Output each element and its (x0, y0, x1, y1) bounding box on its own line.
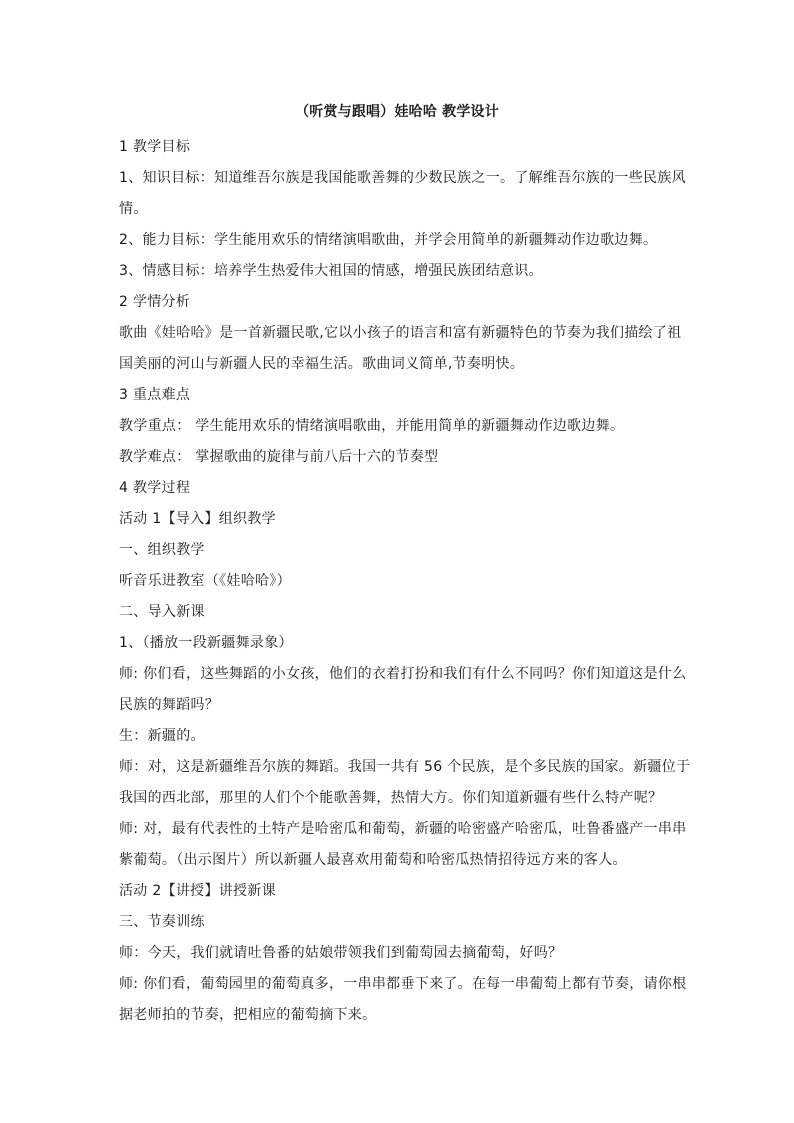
paragraph-line: 据老师拍的节奏，把相应的葡萄摘下来。 (119, 1007, 377, 1023)
paragraph-line: 一、组织教学 (119, 542, 205, 558)
activity-heading: 活动 2【讲授】讲授新课 (119, 883, 276, 899)
paragraph-line: 1、（播放一段新疆舞录象） (119, 635, 293, 651)
document-body (119, 132, 691, 1031)
section-heading-objectives: 1 教学目标 (119, 139, 191, 155)
paragraph-line: 二、导入新课 (119, 604, 205, 620)
paragraph-line: 师：对，这是新疆维吾尔族的舞蹈。我国一共有 56 个民族，是个多民族的国家。新疆位于 (119, 759, 691, 775)
paragraph-line: 3、情感目标：培养学生热爱伟大祖国的情感，增强民族团结意识。 (119, 263, 543, 279)
paragraph-line: 民族的舞蹈吗？ (119, 697, 220, 713)
section-heading-analysis: 2 学情分析 (119, 294, 191, 310)
paragraph-line: 教学难点： 掌握歌曲的旋律与前八后十六的节奏型 (119, 449, 439, 465)
section-heading-process: 4 教学过程 (119, 480, 191, 496)
paragraph-line: 师：今天，我们就请吐鲁番的姑娘带领我们到葡萄园去摘葡萄，好吗？ (119, 945, 563, 961)
paragraph-line: 师: 你们看，这些舞蹈的小女孩，他们的衣着打扮和我们有什么不同吗？你们知道这是什么 (119, 666, 687, 682)
paragraph-line: 听音乐进教室（《娃哈哈》） (119, 573, 291, 589)
document-title: （听赏与跟唱）娃哈哈 教学设计 (295, 104, 499, 120)
paragraph-line: 国美丽的河山与新疆人民的幸福生活。歌曲词义简单,节奏明快。 (119, 356, 525, 372)
paragraph-line: 我国的西北部，那里的人们个个能歌善舞，热情大方。你们知道新疆有些什么特产呢？ (119, 790, 663, 806)
paragraph-line: 歌曲《娃哈哈》是一首新疆民歌,它以小孩子的语言和富有新疆特色的节奏为我们描绘了祖 (119, 325, 682, 341)
paragraph-line: 教学重点： 学生能用欢乐的情绪演唱歌曲，并能用简单的新疆舞动作边歌边舞。 (119, 418, 625, 434)
section-heading-key-points: 3 重点难点 (119, 387, 191, 403)
paragraph-line: 紫葡萄。（出示图片）所以新疆人最喜欢用葡萄和哈密瓜热情招待远方来的客人。 (119, 852, 627, 868)
paragraph-line: 师: 你们看，葡萄园里的葡萄真多，一串串都垂下来了。在每一串葡萄上都有节奏，请你根 (119, 976, 687, 992)
paragraph-line: 师: 对，最有代表性的土特产是哈密瓜和葡萄，新疆的哈密盛产哈密瓜，吐鲁番盛产一串串 (119, 821, 687, 837)
paragraph-line: 2、能力目标：学生能用欢乐的情绪演唱歌曲，并学会用简单的新疆舞动作边歌边舞。 (119, 232, 658, 248)
paragraph-line: 情。 (119, 201, 148, 217)
paragraph-line: 三、节奏训练 (119, 914, 205, 930)
activity-heading: 活动 1【导入】组织教学 (119, 511, 276, 527)
paragraph-line: 1、知识目标：知道维吾尔族是我国能歌善舞的少数民族之一。了解维吾尔族的一些民族风 (119, 170, 686, 186)
paragraph-line: 生：新疆的。 (119, 728, 205, 744)
